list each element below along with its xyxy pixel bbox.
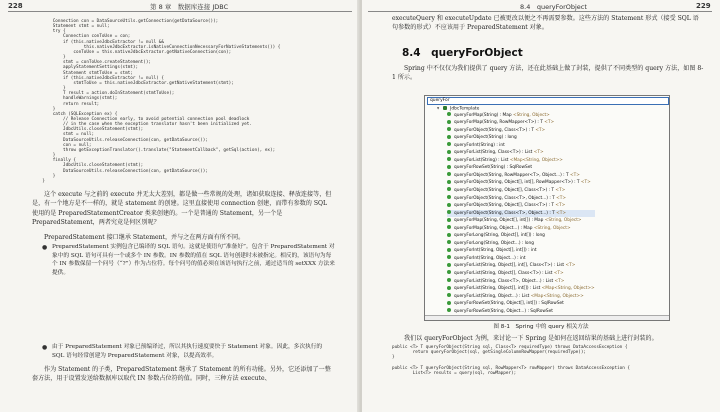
public-method-icon — [447, 263, 451, 267]
code-line: JdbcUtils.closeStatement(stmt); — [63, 127, 144, 133]
method-list-item[interactable] — [447, 210, 595, 218]
right-code-block — [392, 345, 630, 376]
method-signature: queryForList(String, Class<T>, Object...) : List — [454, 278, 555, 284]
code-line: stmtToUse = this.nativeJdbcExtractor.getNativeStatement(stmt); — [73, 80, 234, 86]
method-list-item[interactable] — [447, 300, 595, 308]
code-line: Statement stmtToUse = stmt; — [63, 70, 133, 76]
method-signature: queryForMap(String) : Map — [454, 112, 513, 118]
tree-root-label: JdbcTemplate — [450, 106, 480, 112]
public-method-icon — [447, 233, 451, 237]
method-signature: queryForObject(String, Object[], Class<T>) : T — [454, 187, 556, 193]
right-paragraph-after-figure: 我们以 queryForObject 为例，来讨论一下 Spring 是如何在返回结果的基础上进行封装的。 — [404, 335, 658, 342]
method-list-item[interactable] — [447, 112, 595, 120]
method-list-item[interactable] — [447, 262, 595, 270]
method-generic-type: <String, Object> — [512, 112, 550, 118]
public-method-icon — [447, 187, 451, 191]
method-generic-type: <T> — [556, 195, 566, 201]
code-line: } — [52, 153, 56, 159]
code-line: } — [392, 355, 395, 361]
code-line: public <T> T queryForObject(String sql, Class<T> requiredType) throws DataAccessException { — [392, 345, 628, 350]
method-generic-type: <T> — [544, 120, 555, 126]
left-bullet-1: PreparedStatement 实例包含已编译的 SQL 语句。这就是使语句“准备好”。包含于 PreparedStatement 对象中的 SQL 语句可具有一个或多个 IN 参数。IN 参数的值在 SQL 语句创建时未被指定。相反的，该语句为每个 IN 参数保留一个问号（“?”）作为占位符。每个问号的值必须在该语句执行之前，通过适当的 setXXX 方法来提供。 — [52, 244, 335, 276]
section-title: 8.4 queryForObject — [402, 47, 523, 59]
left-page-number: 228 — [8, 2, 23, 10]
right-page-number: 229 — [696, 2, 711, 10]
method-signature: queryForObject(String, Object[], int[], RowMapper<T>) : T — [454, 180, 581, 186]
section-intro-paragraph: Spring 中不仅仅为我们提供了 query 方法，还在此基础上做了封装，提供了不同类型的 query 方法，如图 8-1 所示。 — [392, 65, 704, 82]
method-generic-type: <T> — [556, 210, 566, 216]
method-generic-type: <T> — [554, 278, 565, 284]
public-method-icon — [447, 270, 451, 274]
left-paragraph-3: 作为 Statement 的子类，PreparedStatement 继承了 Statement 的所有功能。另外，它还添加了一整套方法，用于设置发送给数据库以取代 IN 参数占位符的值。同时，三种方法 execute、 — [32, 366, 331, 383]
method-list-item[interactable] — [447, 293, 595, 301]
code-line: // in the case when the exception translator hasn't been initialized yet. — [63, 122, 252, 128]
method-signature: queryForLong(String, Object[], int[]) : long — [454, 233, 545, 239]
public-method-icon — [447, 172, 451, 176]
code-line: Statement stmt = null; — [52, 24, 110, 30]
code-line: finally { — [52, 158, 76, 164]
method-list-item[interactable] — [447, 278, 595, 286]
right-page — [362, 0, 720, 412]
left-paragraph-1: 这个 execute 与之前的 execute 并无太大差别，都是做一些常规的处理，诸如获取连接、释放连接等，但是，有一个地方是不一样的，就是 statement 的创建。这里直接使用 connection 创建，而带有参数的 SQL 使用的是 PreparedStatementCreator 类来创建的。一个是普通的 Statement，另一个是 PreparedStatement，两者究竟是何区别呢？ — [32, 191, 332, 227]
method-generic-type: <String, Object> — [533, 225, 571, 231]
code-line: } — [63, 86, 66, 92]
public-method-icon — [447, 165, 451, 169]
method-generic-type: <T> — [580, 180, 591, 186]
figure-status-bar — [425, 315, 669, 320]
code-line: List<T> results = query(sql, rowMapper); — [412, 370, 517, 376]
method-signature: queryForObject(String, Class<T>, Object...) : T — [454, 210, 557, 216]
method-list-item[interactable] — [447, 187, 595, 195]
method-search-input[interactable]: queryFor — [427, 97, 669, 105]
expand-triangle-icon[interactable]: ▾ — [437, 106, 440, 112]
method-signature: queryForObject(String, RowMapper<T>, Object...) : T — [454, 172, 570, 178]
public-method-icon — [447, 308, 451, 312]
public-method-icon — [447, 135, 451, 139]
code-line: return result; — [63, 101, 100, 107]
class-icon — [443, 106, 447, 110]
code-line: T result = action.doInStatement(stmtToUse); — [63, 91, 175, 97]
method-list-figure — [424, 95, 670, 321]
public-method-icon — [447, 112, 451, 116]
method-list-item[interactable] — [447, 142, 595, 150]
method-list-item[interactable] — [447, 127, 595, 135]
left-bullet-2: 由于 PreparedStatement 对象已预编译过，所以其执行速度要快于 Statement 对象。因此，多次执行的 SQL 语句经常创建为 PreparedStatement 对象，以提高效率。 — [52, 344, 323, 359]
code-line: applyStatementSettings(stmt); — [63, 65, 139, 71]
code-line: catch (SQLException ex) { — [52, 111, 118, 117]
code-line: Connection conToUse = con; — [63, 34, 131, 40]
method-generic-type: <T> — [555, 203, 566, 209]
method-signature: queryForInt(String, Object...) : int — [454, 255, 526, 261]
method-generic-type: <T> — [533, 150, 544, 156]
method-signature: queryForInt(String, Object[], int[]) : int — [454, 248, 537, 254]
method-signature: queryForList(String) : List — [454, 157, 510, 163]
code-line: } — [52, 173, 56, 179]
method-list-item[interactable] — [447, 217, 595, 225]
method-signature: queryForRowSet(String) : SqlRowSet — [454, 165, 533, 171]
code-line: throw getExceptionTranslator().translate("StatementCallback", getSql(action), ex); — [63, 147, 276, 153]
method-list-item[interactable] — [447, 164, 595, 172]
method-list-item[interactable] — [447, 240, 595, 248]
method-generic-type: <Map<String, Object>> — [541, 286, 595, 292]
code-line: } — [52, 106, 56, 112]
method-list-item[interactable] — [447, 247, 595, 255]
method-signature: queryForLong(String, Object...) : long — [454, 240, 534, 246]
method-list-item[interactable] — [447, 195, 595, 203]
method-list-item[interactable] — [447, 225, 595, 233]
figure-caption: 图 8-1 Spring 中的 query 相关方法 — [493, 324, 589, 330]
method-list-item[interactable] — [447, 119, 595, 127]
method-generic-type: <T> — [553, 270, 564, 276]
public-method-icon — [447, 278, 451, 282]
method-generic-type: <T> — [565, 263, 576, 269]
method-signature: queryForList(String, Object[], int[]) : List — [454, 286, 542, 292]
code-line: stmt = conToUse.createStatement(); — [63, 60, 151, 66]
code-line: DataSourceUtils.releaseConnection(con, getDataSource()); — [63, 168, 208, 174]
code-line: con = null; — [63, 142, 92, 148]
public-method-icon — [447, 240, 451, 244]
code-line: handleWarnings(stmt); — [63, 96, 118, 102]
method-list-item[interactable] — [447, 149, 595, 157]
public-method-icon — [447, 248, 451, 252]
method-signature: queryForMap(String, RowMapper<T>) : T — [454, 120, 545, 126]
code-line: public <T> T queryForObject(String sql, RowMapper<T> rowMapper) throws DataAccessException { — [392, 365, 630, 371]
method-list-item[interactable] — [447, 285, 595, 293]
method-list-item[interactable] — [447, 172, 595, 180]
code-line: conToUse = this.nativeJdbcExtractor.getNativeConnection(con); — [73, 49, 232, 55]
code-line: JdbcUtils.closeStatement(stmt); — [63, 163, 144, 169]
public-method-icon — [447, 255, 451, 259]
code-line: if (this.nativeJdbcExtractor != null) { — [63, 75, 164, 81]
code-line: stmt = null; — [63, 132, 95, 138]
method-signature: queryForList(String, Object[], Class<T>) : List — [454, 270, 554, 276]
left-chapter-header: 第 8 章 数据库连接 JDBC — [150, 3, 229, 11]
method-signature: queryForList(String, Object...) : List — [454, 293, 531, 299]
public-method-icon — [447, 293, 451, 297]
method-list-item[interactable] — [447, 232, 595, 240]
public-method-icon — [447, 203, 451, 207]
code-line: if (this.nativeJdbcExtractor != null && — [63, 39, 164, 45]
public-method-icon — [447, 127, 451, 131]
code-line: } — [42, 178, 45, 184]
method-signature: queryForMap(String, Object[], int[]) : Map — [454, 218, 545, 224]
method-signature: queryForList(String, Class<T>) : List — [454, 150, 534, 156]
public-method-icon — [447, 180, 451, 184]
method-list-item[interactable] — [447, 157, 595, 165]
method-signature: queryForObject(String, Class<T>) : T — [454, 127, 536, 133]
public-method-icon — [447, 218, 451, 222]
code-line: Connection con = DataSourceUtils.getConnection(getDataSource()); — [52, 19, 219, 24]
method-signature: queryForRowSet(String, Object[], int[]) : SqlRowSet — [454, 301, 564, 307]
method-signature: queryForInt(String) : int — [454, 142, 505, 148]
bullet-2-marker: ● — [42, 344, 48, 351]
code-line: return queryForObject(sql, getSingleColumnRowMapper(requiredType)); — [412, 350, 587, 356]
bullet-1-marker: ● — [42, 244, 48, 251]
method-generic-type: <T> — [535, 127, 546, 133]
method-list-item[interactable] — [447, 202, 595, 210]
method-list — [447, 112, 595, 316]
method-signature: queryForRowSet(String, Object...) : SqlRowSet — [454, 308, 553, 314]
code-line: DataSourceUtils.releaseConnection(con, getDataSource()); — [63, 137, 208, 143]
method-list-item[interactable] — [447, 270, 595, 278]
method-generic-type: <T> — [569, 172, 580, 178]
right-chapter-header: 8.4 queryForObject — [520, 3, 587, 11]
method-list-item[interactable] — [447, 179, 595, 187]
method-generic-type: <T> — [555, 187, 566, 193]
public-method-icon — [447, 210, 451, 214]
left-code-block — [32, 19, 280, 184]
method-generic-type: <Map<String, Object>> — [509, 157, 563, 163]
left-paragraph-2: PreparedStatement 接口继承 Statement，并与之在两方面有所不同。 — [44, 234, 245, 241]
method-generic-type: <Map<String, Object>> — [530, 293, 584, 299]
method-signature: queryForMap(String, Object...) : Map — [454, 225, 534, 231]
method-signature: queryForObject(String, Object[], Class<T>) : T — [454, 203, 556, 209]
method-signature: queryForObject(String) : long — [454, 135, 517, 141]
code-line: } — [63, 55, 66, 61]
public-method-icon — [447, 157, 451, 161]
code-line: // Release Connection early, to avoid potential connection pool deadlock — [63, 116, 250, 122]
code-line: this.nativeJdbcExtractor.isNativeConnectionNecessaryForNativeStatements()) { — [83, 44, 281, 50]
public-method-icon — [447, 286, 451, 290]
method-signature: queryForList(String, Object[], int[], Class<T>) : List — [454, 263, 566, 269]
method-signature: queryForObject(String, Class<T>, Object...) : T — [454, 195, 557, 201]
method-list-item[interactable] — [447, 134, 595, 142]
method-list-item[interactable] — [447, 255, 595, 263]
public-method-icon — [447, 301, 451, 305]
method-generic-type: <String, Object> — [544, 218, 582, 224]
public-method-icon — [447, 150, 451, 154]
left-header-rule — [8, 11, 352, 12]
right-intro-paragraph: executeQuery 和 executeUpdate 已被更改以便之不再需要参数。这些方法的 Statement 形式（接受 SQL 语句参数的形式）不应该用于 PreparedStatement 对象。 — [392, 15, 699, 32]
code-line: try { — [52, 29, 66, 35]
public-method-icon — [447, 120, 451, 124]
public-method-icon — [447, 195, 451, 199]
public-method-icon — [447, 225, 451, 229]
right-header-rule — [368, 11, 712, 12]
public-method-icon — [447, 142, 451, 146]
